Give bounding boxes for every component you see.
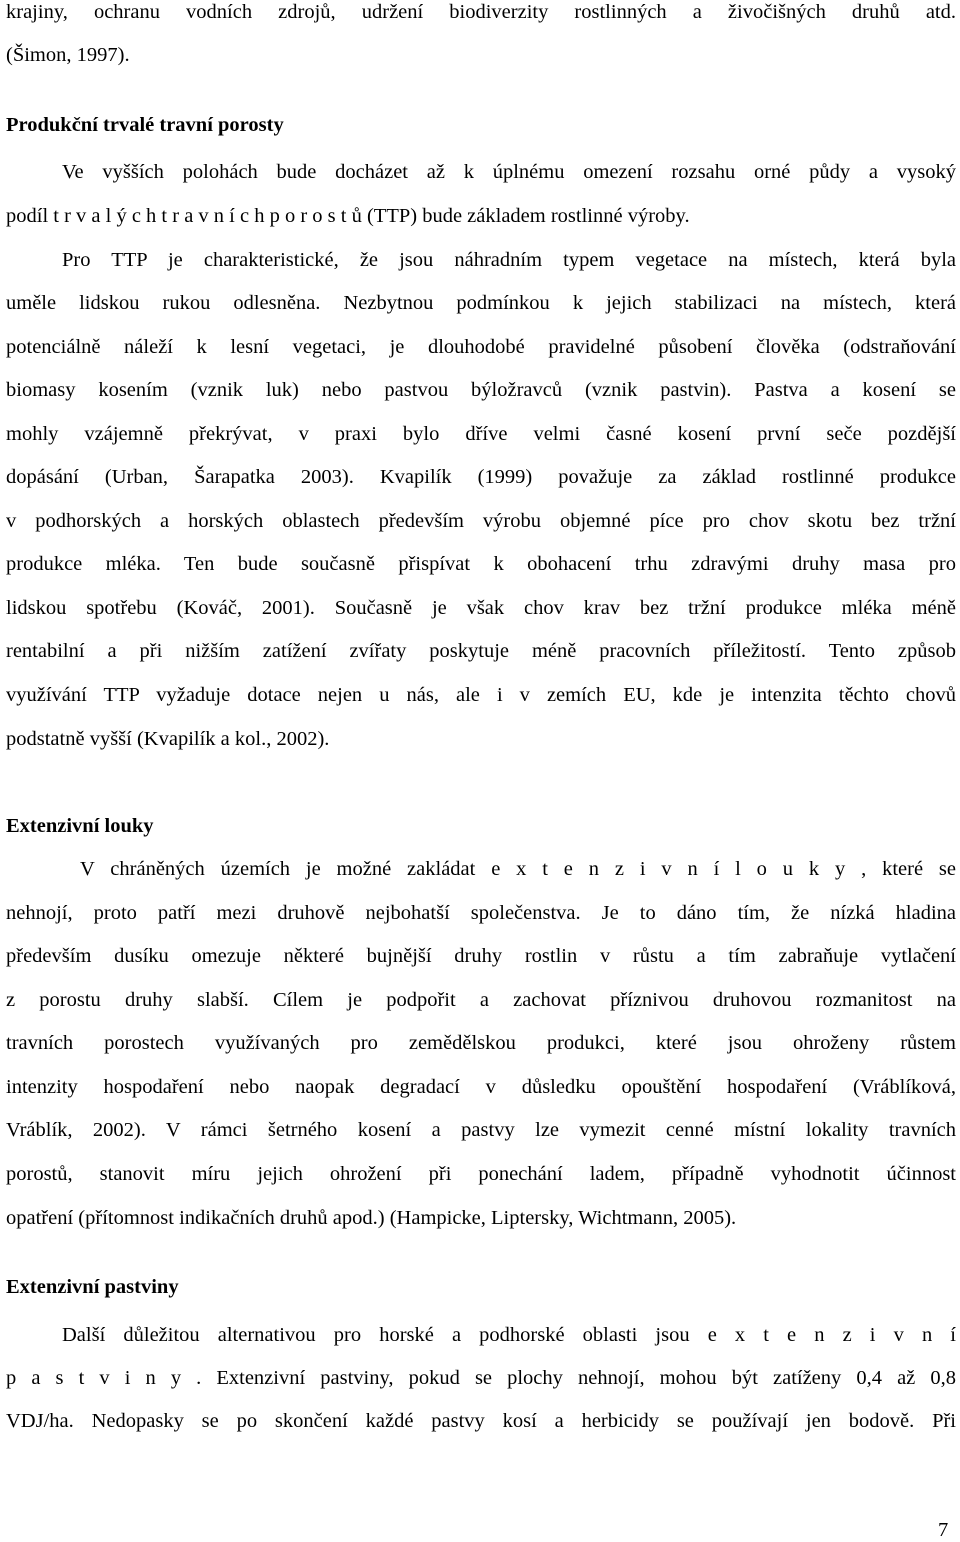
- body-text-line: travních porostech využívaných pro zemědělskou produkci, které jsou ohroženy růstem: [6, 1032, 956, 1054]
- body-text-line: Ve vyšších polohách bude docházet až k úplnému omezení rozsahu orné půdy a vysoký: [62, 161, 956, 183]
- body-text-line: (Šimon, 1997).: [6, 44, 130, 66]
- body-text-line: mohly vzájemně překrývat, v praxi bylo dříve velmi časné kosení první seče pozdější: [6, 423, 956, 445]
- body-text-line: biomasy kosením (vznik luk) nebo pastvou býložravců (vznik pastvin). Pastva a kosení se: [6, 379, 956, 401]
- body-text-line: především dusíku omezuje některé bujnější druhy rostlin v růstu a tím zabraňuje vytlačení: [6, 945, 956, 967]
- body-text-line: podíl t r v a l ý c h t r a v n í c h p o r o s t ů (TTP) bude základem rostlinné výroby.: [6, 205, 690, 227]
- body-text-line: krajiny, ochranu vodních zdrojů, udržení biodiverzity rostlinných a živočišných druhů atd.: [6, 1, 956, 23]
- body-text-line: nehnojí, proto patří mezi druhově nejbohatší společenstva. Je to dáno tím, že nízká hladina: [6, 902, 956, 924]
- body-text-line: lidskou spotřebu (Kováč, 2001). Současně je však chov krav bez tržní produkce mléka méně: [6, 597, 956, 619]
- body-text-line: produkce mléka. Ten bude současně přispívat k obohacení trhu zdravými druhy masa pro: [6, 553, 956, 575]
- section-heading: Extenzivní pastviny: [6, 1276, 179, 1298]
- section-heading: Produkční trvalé travní porosty: [6, 114, 284, 136]
- body-text-line: intenzity hospodaření nebo naopak degradací v důsledku opouštění hospodaření (Vráblíková,: [6, 1076, 956, 1098]
- body-text-line: porostů, stanovit míru jejich ohrožení při ponechání ladem, případně vyhodnotit účinnost: [6, 1163, 956, 1185]
- body-text-line: opatření (přítomnost indikačních druhů apod.) (Hampicke, Liptersky, Wichtmann, 2005).: [6, 1207, 737, 1229]
- body-text-line: využívání TTP vyžaduje dotace nejen u nás, ale i v zemích EU, kde je intenzita těchto chovů: [6, 684, 956, 706]
- body-text-line: Další důležitou alternativou pro horské a podhorské oblasti jsou e x t e n z i v n í: [62, 1324, 956, 1346]
- body-text-line: uměle lidskou rukou odlesněna. Nezbytnou podmínkou k jejich stabilizaci na místech, která: [6, 292, 956, 314]
- body-text-line: potenciálně náleží k lesní vegetaci, je dlouhodobé pravidelné působení člověka (odstraňování: [6, 336, 956, 358]
- body-text-line: v podhorských a horských oblastech především výrobu objemné píce pro chov skotu bez tržní: [6, 510, 956, 532]
- body-text-line: V chráněných územích je možné zakládat e x t e n z i v n í l o u k y , které se: [80, 858, 956, 880]
- body-text-line: rentabilní a při nižším zatížení zvířaty poskytuje méně pracovních příležitostí. Tento způsob: [6, 640, 956, 662]
- body-text-line: dopásání (Urban, Šarapatka 2003). Kvapilík (1999) považuje za základ rostlinné produkce: [6, 466, 956, 488]
- body-text-line: Pro TTP je charakteristické, že jsou náhradním typem vegetace na místech, která byla: [62, 249, 956, 271]
- body-text-line: VDJ/ha. Nedopasky se po skončení každé pastvy kosí a herbicidy se používají jen bodově. Při: [6, 1410, 956, 1432]
- body-text-line: p a s t v i n y . Extenzivní pastviny, pokud se plochy nehnojí, mohou být zatíženy 0,4 až 0,8: [6, 1367, 956, 1389]
- page-number: 7: [938, 1519, 949, 1541]
- body-text-line: z porostu druhy slabší. Cílem je podpořit a zachovat příznivou druhovou rozmanitost na: [6, 989, 956, 1011]
- section-heading: Extenzivní louky: [6, 815, 154, 837]
- body-text-line: podstatně vyšší (Kvapilík a kol., 2002).: [6, 728, 330, 750]
- body-text-line: Vráblík, 2002). V rámci šetrného kosení a pastvy lze vymezit cenné místní lokality travních: [6, 1119, 956, 1141]
